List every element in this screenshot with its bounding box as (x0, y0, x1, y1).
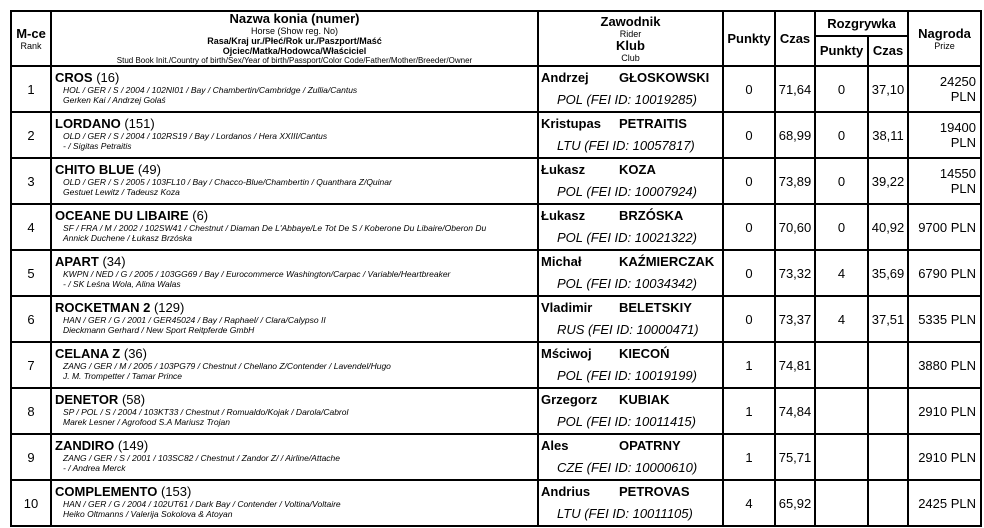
points-cell (723, 296, 775, 342)
rider-first-name: Andrius (541, 484, 591, 499)
time-value: 74,81 (778, 357, 812, 373)
horse-name: OCEANE DU LIBAIRE (55, 208, 189, 223)
table-row (11, 250, 981, 296)
header-rider-en: Rider (619, 28, 642, 39)
header-jumpoff-label: Rozgrywka (827, 15, 896, 31)
horse-breeder-owner: Marek Lesner / Agrofood S.A Mariusz Trojan (63, 417, 230, 427)
rank-value: 1 (27, 81, 35, 97)
prize-amount: 19400 (939, 120, 977, 135)
horse-breeder-owner: - / Sigitas Petraitis (63, 141, 132, 151)
horse-name: LORDANO (55, 116, 121, 131)
prize-cell (908, 158, 981, 204)
results-table (10, 10, 982, 527)
points-value: 0 (745, 127, 753, 143)
rider-cell (538, 388, 723, 434)
jumpoff-time-cell (868, 388, 908, 434)
time-cell (775, 342, 815, 388)
header-jo-time-label: Czas (872, 43, 904, 58)
rider-fei-id: CZE (FEI ID: 10000610) (557, 460, 698, 475)
points-cell (723, 250, 775, 296)
horse-pedigree: OLD / GER / S / 2004 / 102RS19 / Bay / Lordanos / Hera XXIII/Cantus (63, 131, 328, 141)
points-value: 4 (745, 495, 753, 511)
points-value: 0 (745, 219, 753, 235)
rank-cell (11, 388, 51, 434)
horse-cell (51, 66, 538, 112)
jumpoff-time-cell (868, 296, 908, 342)
horse-name-line (55, 300, 537, 315)
rider-first-name: Michał (541, 254, 582, 269)
header-rank (11, 11, 51, 66)
horse-cell (51, 434, 538, 480)
prize-cell (908, 342, 981, 388)
time-cell (775, 66, 815, 112)
rider-first-name: Mściwoj (541, 346, 592, 361)
time-value: 68,99 (778, 127, 812, 143)
horse-cell (51, 296, 538, 342)
horse-name: CROS (55, 70, 93, 85)
header-time-label: Czas (779, 30, 811, 46)
horse-cell (51, 204, 538, 250)
prize-cell (908, 388, 981, 434)
rider-name (541, 392, 722, 407)
time-cell (775, 158, 815, 204)
horse-number: (151) (124, 116, 155, 131)
jumpoff-points-value: 4 (837, 265, 846, 281)
time-value: 73,37 (778, 311, 812, 327)
header-rider-title: Zawodnik (600, 13, 661, 29)
jumpoff-time-cell (868, 66, 908, 112)
rider-name (541, 70, 722, 85)
horse-breeder-owner: Gerken Kai / Andrzej Golaś (63, 95, 166, 105)
prize-cell (908, 112, 981, 158)
horse-name-line (55, 162, 537, 177)
rider-cell (538, 66, 723, 112)
rider-last-name: BELETSKIY (619, 300, 692, 315)
horse-breeder-owner: Dieckmann Gerhard / New Sport Reitpferde GmbH (63, 325, 255, 335)
horse-breeder-owner: Annick Duchene / Łukasz Brzóska (63, 233, 192, 243)
horse-cell (51, 480, 538, 526)
table-row (11, 480, 981, 526)
jumpoff-points-cell (815, 112, 868, 158)
table-row (11, 296, 981, 342)
horse-name: APART (55, 254, 99, 269)
jumpoff-time-cell (868, 342, 908, 388)
header-rider (538, 11, 723, 66)
rider-cell (538, 250, 723, 296)
time-cell (775, 250, 815, 296)
rank-cell (11, 480, 51, 526)
rider-cell (538, 112, 723, 158)
header-jumpoff-points (815, 36, 868, 66)
jumpoff-time-value: 38,11 (872, 127, 904, 143)
header-horse-title-en: Horse (Show reg. No) (250, 26, 339, 36)
jumpoff-points-cell (815, 434, 868, 480)
rider-fei-id: POL (FEI ID: 10034342) (557, 276, 697, 291)
jumpoff-points-cell (815, 342, 868, 388)
jumpoff-points-cell (815, 250, 868, 296)
points-value: 0 (745, 173, 753, 189)
horse-number: (16) (96, 70, 120, 85)
jumpoff-time-cell (868, 434, 908, 480)
rider-name (541, 116, 722, 131)
horse-number: (129) (153, 300, 185, 315)
rider-name (541, 438, 722, 453)
header-horse-line1: Rasa/Kraj ur./Płeć/Rok ur./Paszport/Maść (207, 36, 382, 46)
jumpoff-points-cell (815, 480, 868, 526)
rank-value: 6 (27, 311, 35, 327)
rank-cell (11, 342, 51, 388)
prize-cell (908, 434, 981, 480)
time-value: 74,84 (778, 403, 812, 419)
header-points (723, 11, 775, 66)
results-body (11, 66, 981, 526)
horse-name-line (55, 484, 537, 499)
header-club-en: Club (621, 52, 640, 63)
header-jumpoff (815, 11, 908, 36)
horse-breeder-owner: J. M. Trompetter / Tamar Prince (63, 371, 183, 381)
rider-last-name: KIECOŃ (619, 346, 670, 361)
horse-name-line (55, 70, 537, 85)
prize-amount: 2910 PLN (918, 403, 977, 419)
rider-name (541, 346, 722, 361)
horse-pedigree: HOL / GER / S / 2004 / 102NI01 / Bay / Chambertin/Cambridge / Zullia/Cantus (63, 85, 358, 95)
horse-pedigree: ZANG / GER / M / 2005 / 103PG79 / Chestnut / Chellano Z/Contender / Lavendel/Hugo (63, 361, 391, 371)
prize-amount: 5335 PLN (918, 311, 977, 327)
rider-first-name: Kristupas (541, 116, 601, 131)
points-cell (723, 112, 775, 158)
time-cell (775, 434, 815, 480)
rider-name (541, 300, 722, 315)
horse-name: CELANA Z (55, 346, 121, 361)
horse-number: (36) (123, 346, 147, 361)
horse-pedigree: HAN / GER / G / 2001 / GER45024 / Bay / Raphael/ / Clara/Calypso II (63, 315, 326, 325)
horse-pedigree: HAN / GER / G / 2004 / 102UT61 / Dark Bay / Contender / Voltina/Voltaire (63, 499, 341, 509)
horse-number: (34) (102, 254, 126, 269)
rider-cell (538, 296, 723, 342)
jumpoff-time-cell (868, 112, 908, 158)
table-row (11, 388, 981, 434)
points-cell (723, 204, 775, 250)
jumpoff-points-value: 0 (837, 173, 846, 189)
rider-name (541, 484, 722, 499)
horse-name: DENETOR (55, 392, 119, 407)
horse-name: COMPLEMENTO (55, 484, 158, 499)
rank-cell (11, 158, 51, 204)
rider-cell (538, 434, 723, 480)
rank-value: 2 (27, 127, 35, 143)
horse-cell (51, 250, 538, 296)
horse-cell (51, 342, 538, 388)
horse-pedigree: ZANG / GER / S / 2001 / 103SC82 / Chestnut / Zandor Z/ / Airline/Attache (63, 453, 341, 463)
horse-name: ZANDIRO (55, 438, 115, 453)
rank-cell (11, 250, 51, 296)
horse-name-line (55, 208, 537, 223)
horse-pedigree: SF / FRA / M / 2002 / 102SW41 / Chestnut / Diaman De L'Abbaye/Le Tot De S / Koberone Du Libaire/Oberon Du (63, 223, 487, 233)
jumpoff-points-cell (815, 388, 868, 434)
horse-breeder-owner: - / Andrea Merck (63, 463, 126, 473)
time-cell (775, 204, 815, 250)
jumpoff-time-value: 37,51 (871, 311, 905, 327)
points-cell (723, 158, 775, 204)
prize-cell (908, 480, 981, 526)
horse-name-line (55, 392, 537, 407)
header-rank-label: M-ce (16, 25, 46, 41)
table-row (11, 434, 981, 480)
points-value: 0 (745, 81, 753, 97)
horse-pedigree: KWPN / NED / G / 2005 / 103GG69 / Bay / Eurocommerce Washington/Carpac / Variable/Heartbreaker (63, 269, 451, 279)
horse-breeder-owner: - / SK Leśna Wola, Alina Walas (63, 279, 181, 289)
points-value: 0 (745, 311, 753, 327)
rank-value: 5 (27, 265, 35, 281)
jumpoff-points-cell (815, 296, 868, 342)
prize-cell (908, 296, 981, 342)
jumpoff-points-value: 0 (837, 81, 846, 97)
header-jo-points-label: Punkty (819, 43, 864, 58)
rider-fei-id: POL (FEI ID: 10011415) (557, 414, 696, 429)
jumpoff-time-value: 37,10 (871, 81, 905, 97)
header-horse (51, 11, 538, 66)
rider-first-name: Łukasz (541, 162, 586, 177)
rider-name (541, 208, 722, 223)
horse-cell (51, 112, 538, 158)
time-cell (775, 480, 815, 526)
horse-pedigree: SP / POL / S / 2004 / 103KT33 / Chestnut / Romualdo/Kojak / Darola/Cabrol (63, 407, 349, 417)
time-cell (775, 112, 815, 158)
prize-cell (908, 250, 981, 296)
rider-last-name: BRZÓSKA (619, 208, 684, 223)
prize-amount: 9700 PLN (918, 219, 977, 235)
points-value: 1 (745, 403, 753, 419)
jumpoff-points-value: 4 (837, 311, 846, 327)
jumpoff-time-value: 40,92 (871, 219, 905, 235)
table-row (11, 342, 981, 388)
rider-fei-id: POL (FEI ID: 10019199) (557, 368, 697, 383)
header-horse-title: Nazwa konia (numer) (229, 11, 360, 26)
time-value: 75,71 (778, 449, 812, 465)
horse-number: (6) (192, 208, 209, 223)
points-cell (723, 480, 775, 526)
rider-cell (538, 342, 723, 388)
rider-fei-id: LTU (FEI ID: 10057817) (557, 138, 695, 153)
prize-amount: 2425 PLN (918, 495, 977, 511)
rank-value: 9 (27, 449, 35, 465)
rider-first-name: Grzegorz (541, 392, 598, 407)
rank-cell (11, 66, 51, 112)
table-row (11, 158, 981, 204)
rank-value: 8 (27, 403, 35, 419)
rider-name (541, 162, 722, 177)
time-value: 71,64 (778, 81, 812, 97)
time-value: 70,60 (778, 219, 812, 235)
prize-amount: 24250 (939, 74, 977, 89)
jumpoff-time-cell (868, 158, 908, 204)
rank-value: 7 (27, 357, 35, 373)
jumpoff-points-value: 0 (837, 219, 846, 235)
header-horse-line3: Stud Book Init./Country of birth/Sex/Year of birth/Passport/Color Code/Father/Mother/Breeder/Owner (116, 56, 473, 65)
horse-name-line (55, 438, 537, 453)
jumpoff-points-value: 0 (837, 127, 846, 143)
prize-amount: 3880 PLN (918, 357, 977, 373)
prize-amount: 2910 PLN (918, 449, 977, 465)
rider-last-name: KAŹMIERCZAK (619, 254, 715, 269)
time-cell (775, 296, 815, 342)
horse-name-line (55, 116, 537, 131)
rider-fei-id: LTU (FEI ID: 10011105) (557, 506, 693, 521)
prize-cell (908, 204, 981, 250)
rank-cell (11, 296, 51, 342)
rider-fei-id: POL (FEI ID: 10007924) (557, 184, 697, 199)
header-rank-label-en: Rank (20, 40, 42, 51)
rider-first-name: Łukasz (541, 208, 586, 223)
rank-value: 4 (27, 219, 35, 235)
prize-currency: PLN (950, 181, 977, 196)
prize-currency: PLN (950, 89, 977, 104)
prize-amount: 6790 PLN (918, 265, 977, 281)
horse-breeder-owner: Heiko Oltmanns / Valerija Sokolova & Atoyan (63, 509, 233, 519)
rider-name (541, 254, 722, 269)
jumpoff-points-cell (815, 204, 868, 250)
table-row (11, 204, 981, 250)
prize-amount: 14550 (939, 166, 977, 181)
rider-last-name: GŁOSKOWSKI (619, 70, 710, 85)
rank-value: 3 (27, 173, 35, 189)
horse-name-line (55, 346, 537, 361)
horse-pedigree: OLD / GER / S / 2005 / 103FL10 / Bay / Chacco-Blue/Chambertin / Quanthara Z/Quinar (63, 177, 392, 187)
horse-cell (51, 158, 538, 204)
time-cell (775, 388, 815, 434)
rank-cell (11, 434, 51, 480)
jumpoff-points-cell (815, 66, 868, 112)
rider-fei-id: RUS (FEI ID: 10000471) (557, 322, 699, 337)
points-cell (723, 342, 775, 388)
horse-cell (51, 388, 538, 434)
jumpoff-time-value: 35,69 (871, 265, 905, 281)
jumpoff-time-cell (868, 250, 908, 296)
rider-last-name: KOZA (619, 162, 656, 177)
rider-first-name: Andrzej (541, 70, 589, 85)
rider-last-name: PETRAITIS (619, 116, 687, 131)
horse-number: (58) (121, 392, 146, 407)
prize-currency: PLN (950, 135, 977, 150)
header-prize (908, 11, 981, 66)
horse-breeder-owner: Gestuet Lewitz / Tadeusz Koza (63, 187, 180, 197)
rider-last-name: PETROVAS (619, 484, 690, 499)
jumpoff-time-cell (868, 480, 908, 526)
header-club-title: Klub (616, 37, 645, 53)
header-prize-label-en: Prize (934, 40, 955, 51)
time-value: 65,92 (778, 495, 812, 511)
rider-first-name: Ales (541, 438, 569, 453)
header-horse-line2: Ojciec/Matka/Hodowca/Właściciel (222, 46, 367, 56)
horse-number: (49) (137, 162, 161, 177)
horse-name-line (55, 254, 537, 269)
rider-cell (538, 158, 723, 204)
rider-last-name: OPATRNY (619, 438, 681, 453)
rider-fei-id: POL (FEI ID: 10019285) (557, 92, 697, 107)
horse-name: CHITO BLUE (55, 162, 135, 177)
rider-first-name: Vladimir (541, 300, 593, 315)
points-cell (723, 434, 775, 480)
points-cell (723, 66, 775, 112)
points-value: 0 (745, 265, 753, 281)
points-cell (723, 388, 775, 434)
time-value: 73,89 (778, 173, 812, 189)
header-time (775, 11, 815, 66)
rider-cell (538, 480, 723, 526)
rider-last-name: KUBIAK (619, 392, 670, 407)
rider-fei-id: POL (FEI ID: 10021322) (557, 230, 697, 245)
horse-number: (153) (160, 484, 192, 499)
rank-cell (11, 204, 51, 250)
points-value: 1 (745, 449, 753, 465)
table-row (11, 66, 981, 112)
jumpoff-time-value: 39,22 (871, 173, 905, 189)
points-value: 1 (745, 357, 753, 373)
jumpoff-time-cell (868, 204, 908, 250)
rider-cell (538, 204, 723, 250)
rank-cell (11, 112, 51, 158)
table-row (11, 112, 981, 158)
rank-value: 10 (23, 495, 39, 511)
header-points-label: Punkty (727, 30, 771, 46)
time-value: 73,32 (778, 265, 812, 281)
prize-cell (908, 66, 981, 112)
header-jumpoff-time (868, 36, 908, 66)
horse-name: ROCKETMAN 2 (55, 300, 151, 315)
jumpoff-points-cell (815, 158, 868, 204)
horse-number: (149) (117, 438, 149, 453)
header-prize-label: Nagroda (918, 25, 971, 41)
